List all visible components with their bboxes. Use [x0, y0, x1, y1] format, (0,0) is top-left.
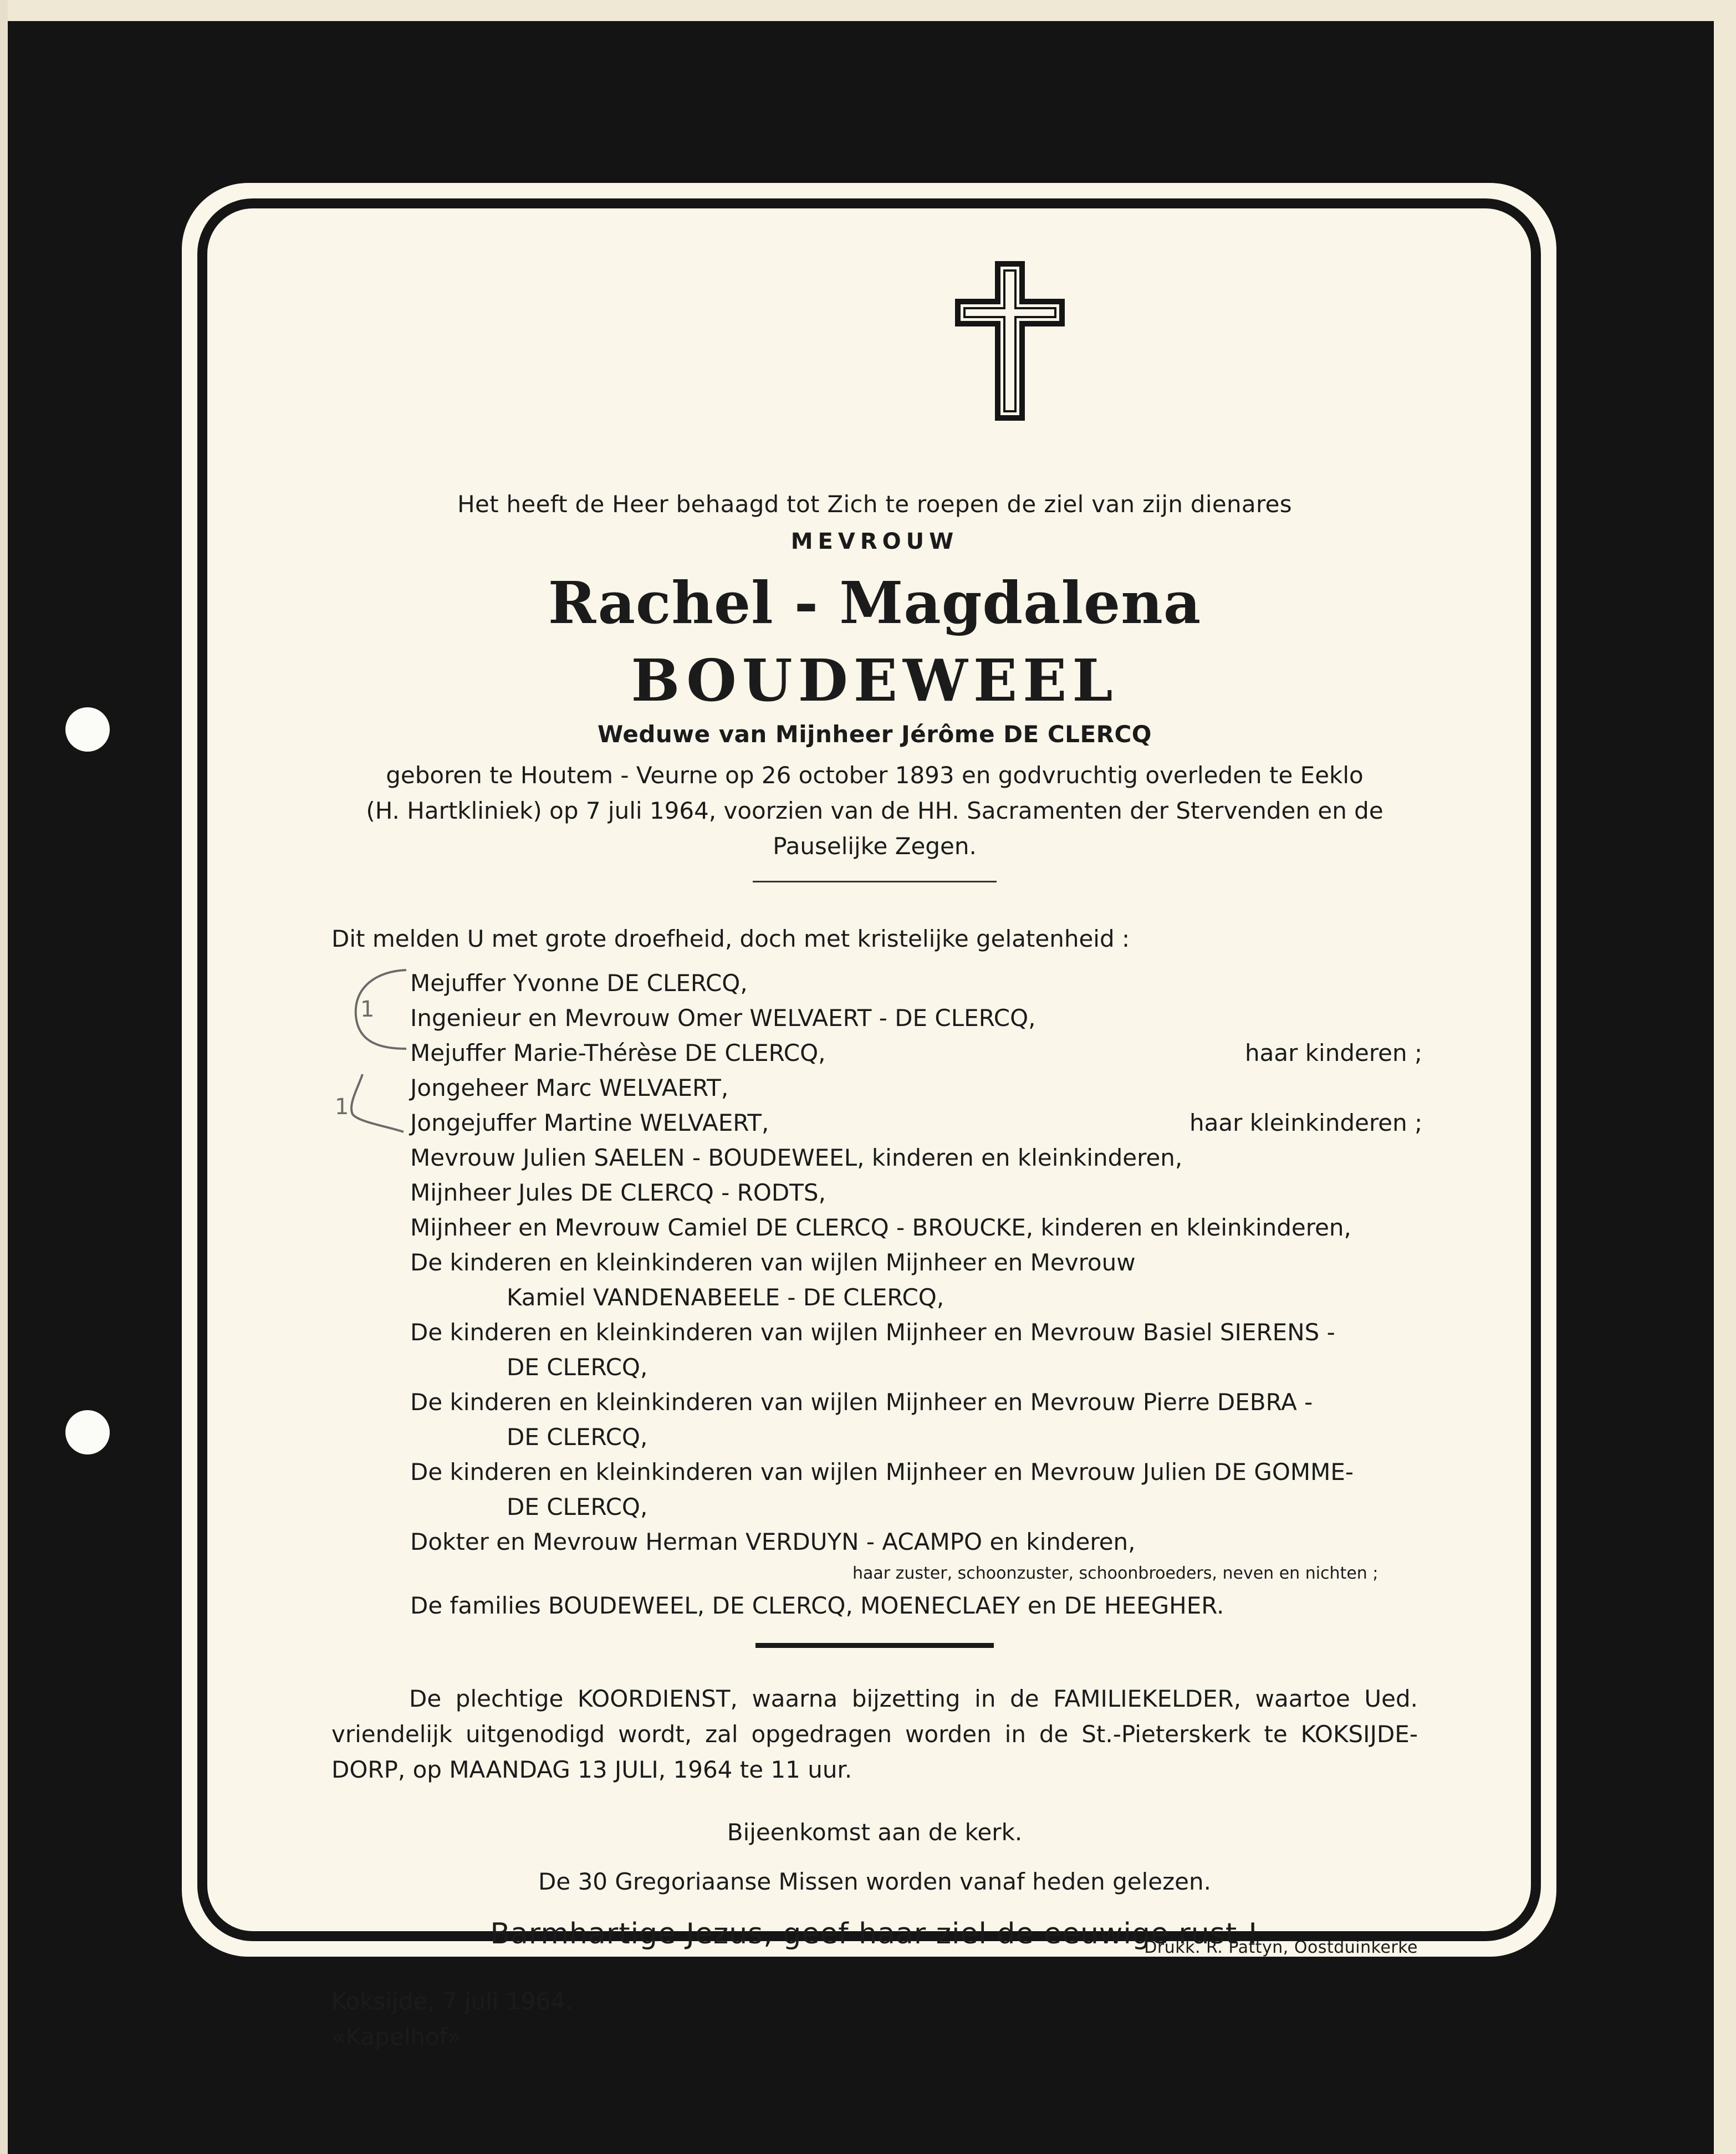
intro-text: Het heeft de Heer behaagd tot Zich te roepen de ziel van zijn dienares	[457, 491, 1292, 518]
mourner-row	[331, 1489, 1418, 1524]
mourner-name: De families BOUDEWEEL, DE CLERCQ, MOENECLAEY en DE HEEGHER.	[410, 1592, 1224, 1619]
place-date: Koksijde, 7 juli 1964.	[331, 1988, 573, 2015]
biography	[331, 758, 1418, 864]
thick-divider	[755, 1643, 994, 1648]
paper-edge-right	[1714, 0, 1736, 2154]
mourner-row	[331, 1588, 1418, 1623]
paper-edge-left	[0, 0, 8, 2154]
mourner-name: De kinderen en kleinkinderen van wijlen Mijnheer en Mevrouw	[410, 1249, 1136, 1276]
mourner-row	[331, 1245, 1418, 1280]
place-date-block	[331, 1984, 1418, 2055]
mourner-name: De kinderen en kleinkinderen van wijlen Mijnheer en Mevrouw Julien DE GOMME-	[410, 1458, 1354, 1486]
punch-hole-bottom	[65, 1410, 110, 1454]
deceased-name	[331, 564, 1418, 719]
pencil-mark-1: 1	[360, 997, 375, 1022]
mourner-row	[331, 1035, 1423, 1070]
mourner-name: De kinderen en kleinkinderen van wijlen Mijnheer en Mevrouw Basiel SIERENS -	[410, 1319, 1335, 1346]
given-names: Rachel - Magdalena	[548, 569, 1202, 637]
mourner-name: DE CLERCQ,	[507, 1354, 648, 1381]
paper-edge-top	[0, 0, 1736, 21]
announcement: Dit melden U met grote droefheid, doch met kristelijke gelatenheid :	[331, 925, 1130, 952]
punch-hole-top	[65, 707, 110, 752]
mourner-row	[331, 1210, 1418, 1245]
mourner-name: Kamiel VANDENABEELE - DE CLERCQ,	[507, 1284, 944, 1311]
pencil-mark-2: 1	[335, 1094, 349, 1120]
relation-label: haar kinderen ;	[1245, 1039, 1423, 1066]
mourners-list	[331, 966, 1423, 1623]
mourner-name: Jongejuffer Martine WELVAERT,	[410, 1109, 769, 1136]
mourner-row	[331, 1140, 1418, 1175]
widow-of: Weduwe van Mijnheer Jérôme DE CLERCQ	[598, 721, 1152, 748]
mourner-row	[331, 1350, 1418, 1385]
prayer: Barmhartige Jezus, geef haar ziel de eeuwige rust !	[490, 1917, 1259, 1951]
relation-label: haar zuster, schoonzuster, schoonbroeders, neven en nichten ;	[852, 1564, 1378, 1583]
bio-line: (H. Hartkliniek) op 7 juli 1964, voorzien van de HH. Sacramenten der Stervenden en de	[366, 797, 1383, 824]
masses: De 30 Gregoriaanse Missen worden vanaf heden gelezen.	[538, 1868, 1211, 1895]
mourner-name: DE CLERCQ,	[507, 1493, 648, 1520]
mourner-name: Mijnheer Jules DE CLERCQ - RODTS,	[410, 1179, 826, 1206]
bio-line: Pauselijke Zegen.	[773, 833, 977, 860]
mourner-name: Mejuffer Marie-Thérèse DE CLERCQ,	[410, 1039, 826, 1066]
cross-icon	[954, 261, 1065, 421]
mourner-name: DE CLERCQ,	[507, 1423, 648, 1451]
thin-divider	[753, 881, 997, 882]
mourner-name: Mejuffer Yvonne DE CLERCQ,	[410, 969, 748, 997]
mourner-row	[331, 1524, 1418, 1559]
title-mevrouw: MEVROUW	[790, 529, 959, 554]
mourner-row	[331, 1175, 1418, 1210]
cross-area	[331, 261, 1418, 427]
surname: BOUDEWEEL	[631, 646, 1119, 714]
mourner-row	[331, 1559, 1418, 1588]
mourner-row	[331, 1105, 1423, 1140]
mourner-row	[331, 1420, 1418, 1454]
mourner-name: Dokter en Mevrouw Herman VERDUYN - ACAMPO en kinderen,	[410, 1528, 1136, 1555]
mourner-name: Ingenieur en Mevrouw Omer WELVAERT - DE CLERCQ,	[410, 1004, 1036, 1032]
mourner-row	[331, 1385, 1418, 1420]
mourner-row	[331, 1001, 1418, 1035]
card-content	[331, 261, 1423, 2055]
mourner-row	[331, 1454, 1418, 1489]
service-notice	[331, 1681, 1418, 1788]
gathering: Bijeenkomst aan de kerk.	[727, 1819, 1023, 1846]
service-text: De plechtige KOORDIENST, waarna bijzetting in de FAMILIEKELDER, waartoe Ued. vriendelijk uitgenodigd wordt, zal opgedragen worden in de St.-Pieterskerk te KOKSIJDE-DORP, op MAANDAG 13 JULI, 1964 te 11 uur.	[331, 1685, 1418, 1783]
mourner-row	[331, 1315, 1418, 1350]
mourner-row	[331, 966, 1418, 1001]
mourner-row	[331, 1070, 1418, 1105]
printer-credit: Drukk. R. Pattyn, Oostduinkerke	[1144, 1938, 1418, 1957]
mourner-name: De kinderen en kleinkinderen van wijlen Mijnheer en Mevrouw Pierre DEBRA -	[410, 1389, 1313, 1416]
house-name: «Kapelhof»	[331, 2023, 462, 2050]
mourning-card	[182, 183, 1556, 2050]
mourner-row	[331, 1280, 1418, 1315]
mourner-name: Mijnheer en Mevrouw Camiel DE CLERCQ - BROUCKE, kinderen en kleinkinderen,	[410, 1214, 1351, 1241]
mourner-name: Jongeheer Marc WELVAERT,	[410, 1074, 729, 1101]
bio-line: geboren te Houtem - Veurne op 26 october 1893 en godvruchtig overleden te Eeklo	[386, 762, 1364, 789]
mourner-name: Mevrouw Julien SAELEN - BOUDEWEEL, kinderen en kleinkinderen,	[410, 1144, 1183, 1171]
relation-label: haar kleinkinderen ;	[1189, 1109, 1423, 1136]
